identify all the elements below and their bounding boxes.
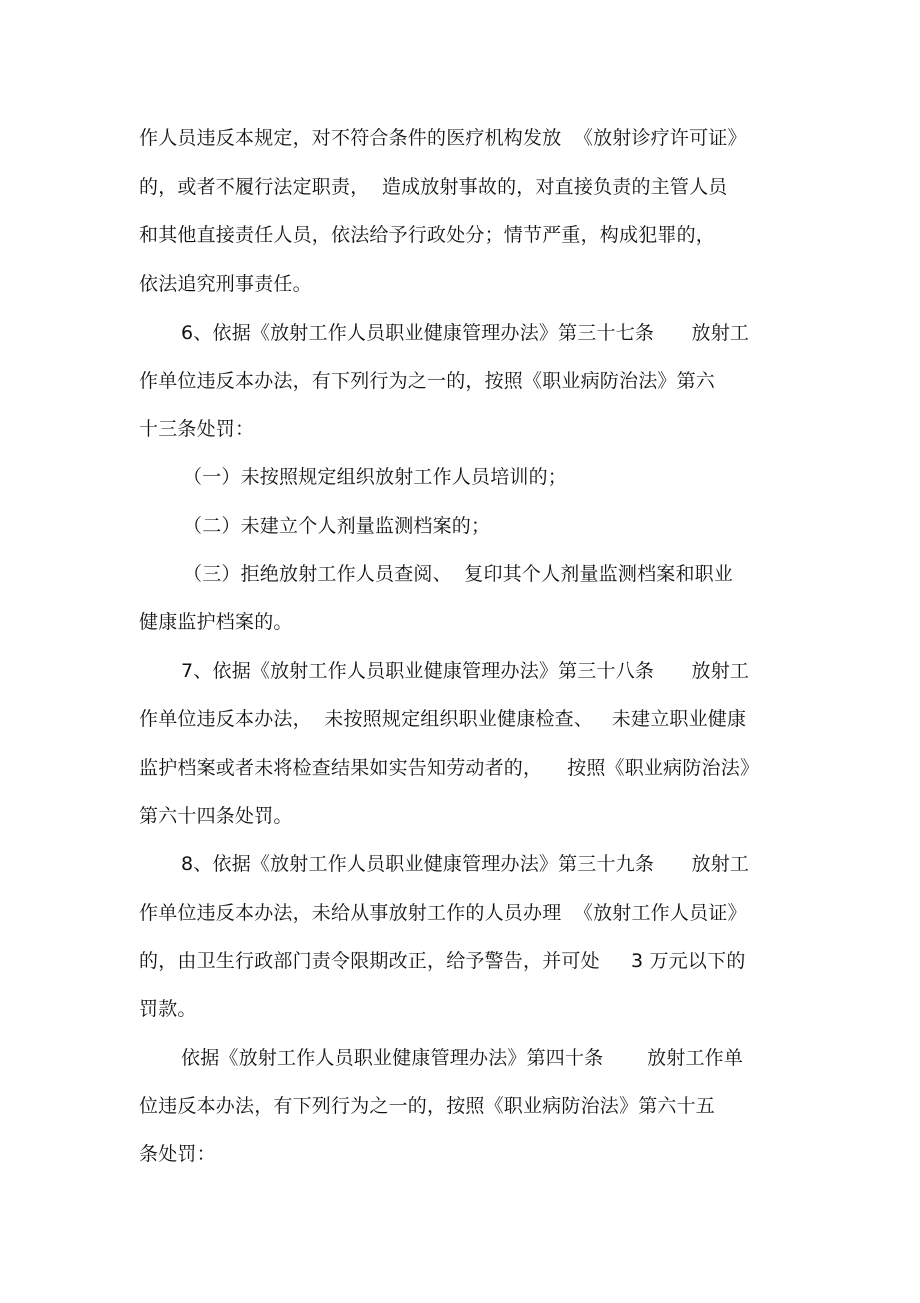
text-line: 条处罚：	[139, 1143, 216, 1165]
paragraph-9-first-line: 依据《放射工作人员职业健康管理办法》第四十条 放射工作单	[181, 1047, 744, 1069]
text-line: 作单位违反本办法， 未按照规定组织职业健康检查、 未建立职业健康	[139, 708, 747, 730]
list-item-1: （一）未按照规定组织放射工作人员培训的；	[183, 466, 568, 488]
paragraph-6-first-line: 6、依据《放射工作人员职业健康管理办法》第三十七条 放射工	[181, 322, 750, 344]
text-line: 的，由卫生行政部门责令限期改正，给予警告，并可处 3 万元以下的	[139, 950, 746, 972]
text-line: 十三条处罚：	[139, 418, 255, 440]
paragraph-7-first-line: 7、依据《放射工作人员职业健康管理办法》第三十八条 放射工	[181, 660, 750, 682]
text-line: 作单位违反本办法，未给从事放射工作的人员办理 《放射工作人员证》	[139, 902, 747, 924]
text-line: 的，或者不履行法定职责， 造成放射事故的，对直接负责的主管人员	[139, 176, 728, 198]
list-item-3: （三）拒绝放射工作人员查阅、 复印其个人剂量监测档案和职业	[183, 563, 734, 585]
text-line: 健康监护档案的。	[139, 611, 293, 633]
text-line: 位违反本办法，有下列行为之一的，按照《职业病防治法》第六十五	[139, 1095, 716, 1117]
text-line: 和其他直接责任人员，依法给予行政处分；情节严重，构成犯罪的，	[139, 224, 716, 246]
text-line: 作单位违反本办法，有下列行为之一的，按照《职业病防治法》第六	[139, 370, 716, 392]
text-line: 作人员违反本规定，对不符合条件的医疗机构发放 《放射诊疗许可证》	[139, 127, 747, 149]
list-item-2: （二）未建立个人剂量监测档案的；	[183, 515, 491, 537]
paragraph-8-first-line: 8、依据《放射工作人员职业健康管理办法》第三十九条 放射工	[181, 853, 750, 875]
text-line: 罚款。	[139, 998, 197, 1020]
text-line: 第六十四条处罚。	[139, 805, 293, 827]
text-line: 依法追究刑事责任。	[139, 273, 312, 295]
text-line: 监护档案或者未将检查结果如实告知劳动者的， 按照《职业病防治法》	[139, 757, 760, 779]
